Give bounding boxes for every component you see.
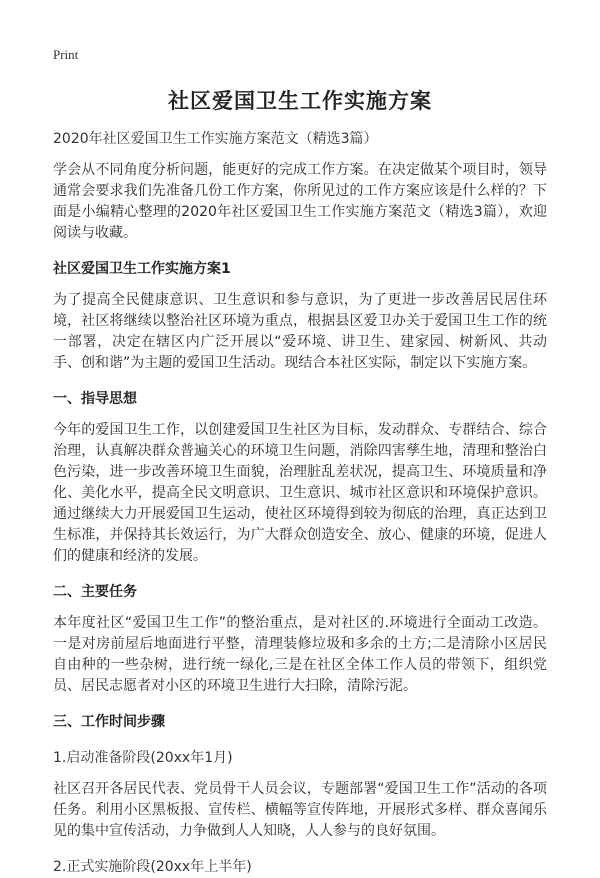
section-text-guiding: 今年的爱国卫生工作，以创建爱国卫生社区为目标，发动群众、专群结合、综合治理，认真解决群众普遍关心的环境卫生问题，消除四害孳生地，清理和整治白色污染，进一步改善环境卫生面貌，治理脏乱差状况，提高卫生、环境质量和净化、美化水平，提高全民文明意识、卫生意识、城市社区意识和环境保护意识。通过继续大力开展爱国卫生运动，使社区环境得到较为彻底的治理，真正达到卫生标准，并保持其长效运行，为广大群众创造安全、放心、健康的环境，促进人们的健康和经济的发展。 <box>53 422 547 564</box>
step-1-label: 1.启动准备阶段(20xx年1月) <box>53 750 233 766</box>
intro-paragraph: 学会从不同角度分析问题，能更好的完成工作方案。在决定做某个项目时，领导通常会要求我们先准备几份工作方案，你所见过的工作方案应该是什么样的？下面是小编精心整理的2020年社区爱国卫生工作实施方案范文（精选3篇），欢迎阅读与收藏。 <box>53 162 547 241</box>
section-heading-schedule: 三、工作时间步骤 <box>53 714 165 730</box>
step-1-text: 社区召开各居民代表、党员骨干人员会议，专题部署“爱国卫生工作”活动的各项任务。利用小区黑板报、宣传栏、横幅等宣传阵地，开展形式多样、群众喜闻乐见的集中宣传活动，力争做到人人知晓，人人参与的良好氛围。 <box>53 781 547 839</box>
plan-intro-paragraph: 为了提高全民健康意识、卫生意识和参与意识，为了更进一步改善居民居住环境，社区将继续以整治社区环境为重点，根据县区爱卫办关于爱国卫生工作的统一部署，决定在辖区内广泛开展以“爱环境、讲卫生、建家园、树新风、共动手、创和谐”为主题的爱国卫生活动。现结合本社区实际，制定以下实施方案。 <box>53 292 547 371</box>
step-2-label: 2.正式实施阶段(20xx年上半年) <box>53 859 252 875</box>
document-subtitle: 2020年社区爱国卫生工作实施方案范文（精选3篇） <box>53 131 378 147</box>
print-link[interactable]: Print <box>53 47 79 62</box>
section-text-tasks: 本年度社区“爱国卫生工作”的整治重点，是对社区的.环境进行全面动工改造。一是对房前屋后地面进行平整，清理装修垃圾和多余的土方;二是清除小区居民自由种的一些杂树，进行统一绿化,三是在社区全体工作人员的带领下，组织党员、居民志愿者对小区的环境卫生进行大扫除，清除污泥。 <box>53 615 547 694</box>
plan-heading: 社区爱国卫生工作实施方案1 <box>53 261 231 277</box>
page-title: 社区爱国卫生工作实施方案 <box>168 89 432 113</box>
section-heading-tasks: 二、主要任务 <box>53 584 137 600</box>
section-heading-guiding: 一、指导思想 <box>53 391 137 407</box>
